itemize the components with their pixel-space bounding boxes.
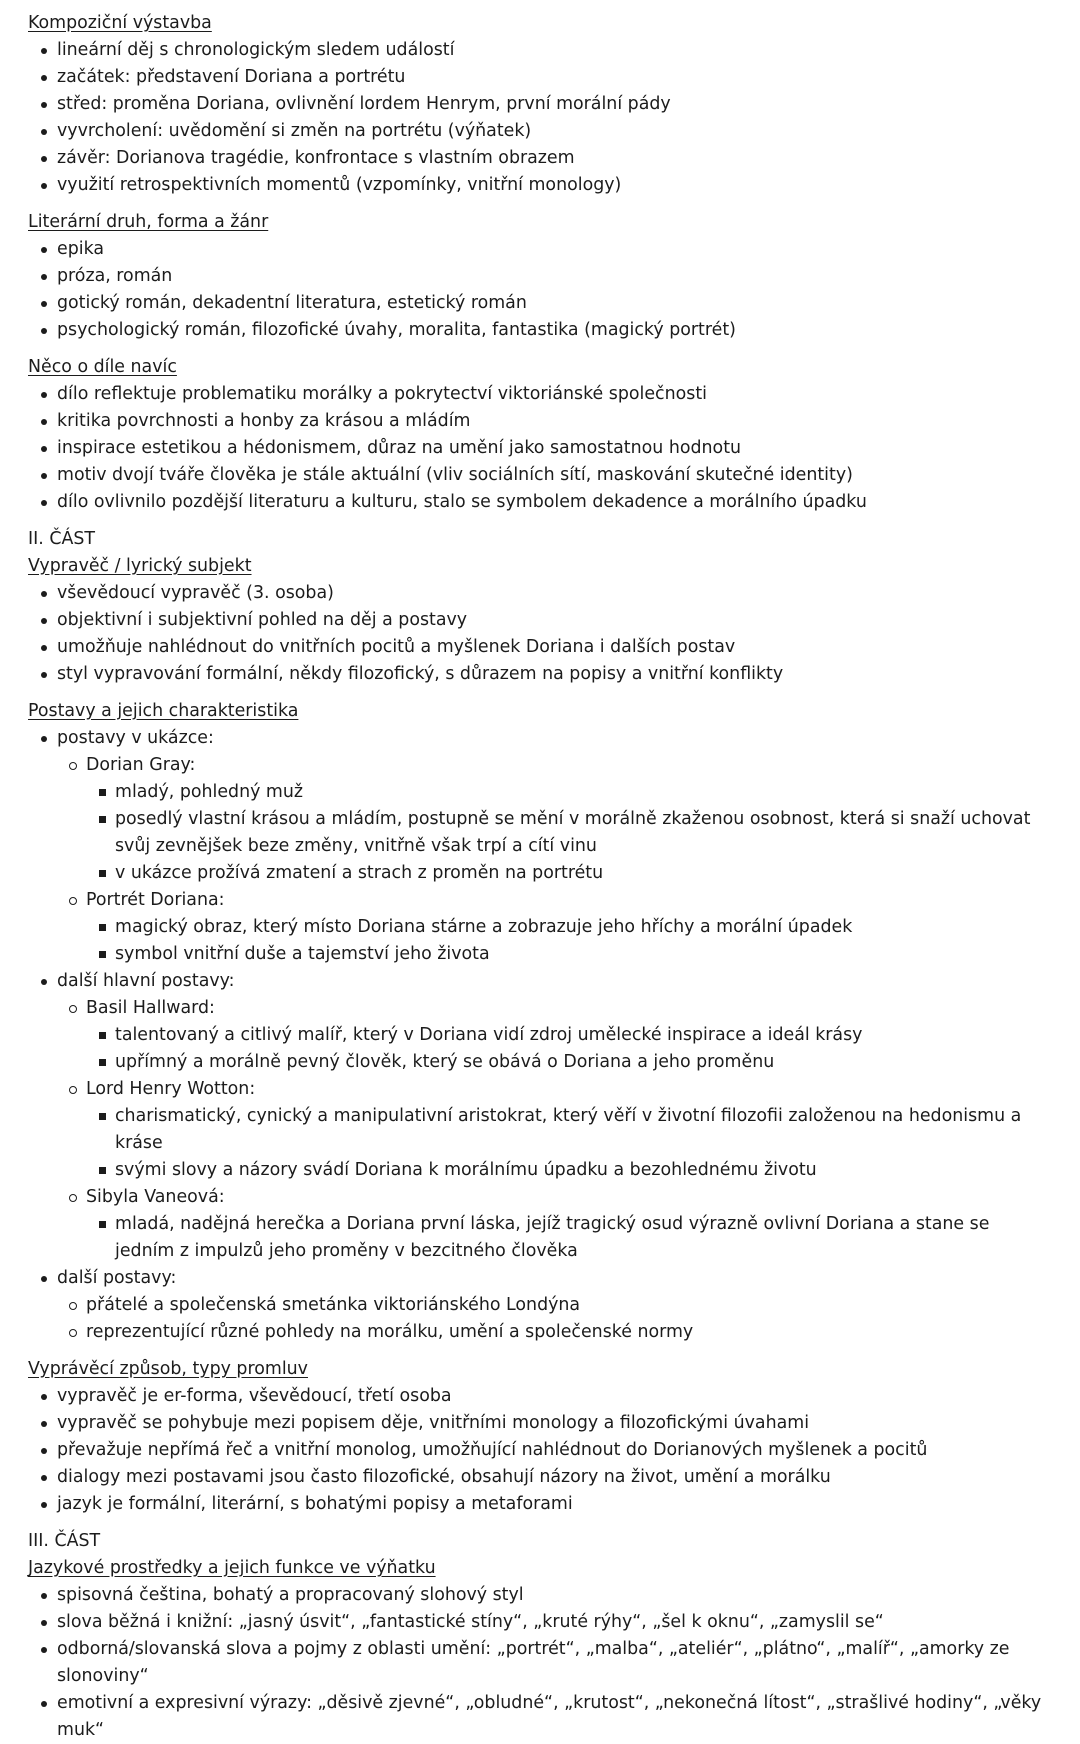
section-navic (28, 354, 1050, 516)
list-item: gotický román, dekadentní literatura, estetický román (28, 290, 1050, 317)
list-item: přátelé a společenská smetánka viktoriánského Londýna (57, 1292, 1050, 1319)
section-heading: Postavy a jejich charakteristika (28, 701, 299, 721)
section-jazyk (28, 1555, 1050, 1744)
list-item: emotivní a expresivní výrazy: „děsivě zjevné“, „obludné“, „krutost“, „nekonečná lítost“, „strašlivé hodiny“, „věky muk“ (28, 1690, 1050, 1744)
list-item: dialogy mezi postavami jsou často filozofické, obsahují názory na život, umění a morálku (28, 1464, 1050, 1491)
part-label: II. ČÁST (28, 529, 96, 549)
list-item-label: postavy v ukázce: (57, 728, 214, 748)
section-heading: Vypravěč / lyrický subjekt (28, 556, 252, 576)
section-vypravec (28, 553, 1050, 688)
list-item (57, 1184, 1050, 1265)
list-item: mladá, nadějná herečka a Doriana první láska, jejíž tragický osud výrazně ovlivní Doriana a stane se jedním z impulzů jeho proměny v bezcitného člověka (86, 1211, 1050, 1265)
list-item (28, 1265, 1050, 1346)
list-item: střed: proměna Doriana, ovlivnění lordem Henrym, první morální pády (28, 91, 1050, 118)
section-kompozice (28, 10, 1050, 199)
list-item: využití retrospektivních momentů (vzpomínky, vnitřní monology) (28, 172, 1050, 199)
list-item-label: další postavy: (57, 1268, 177, 1288)
list-item: dílo ovlivnilo pozdější literaturu a kulturu, stalo se symbolem dekadence a morálního úpadku (28, 489, 1050, 516)
section-zpusob (28, 1356, 1050, 1518)
list-item: vševědoucí vypravěč (3. osoba) (28, 580, 1050, 607)
list-item: reprezentující různé pohledy na morálku, umění a společenské normy (57, 1319, 1050, 1346)
list-item: upřímný a morálně pevný člověk, který se obává o Doriana a jeho proměnu (86, 1049, 1050, 1076)
list-item-label: Dorian Gray: (86, 755, 196, 775)
list-item: jazyk je formální, literární, s bohatými popisy a metaforami (28, 1491, 1050, 1518)
list-item: magický obraz, který místo Doriana stárne a zobrazuje jeho hříchy a morální úpadek (86, 914, 1050, 941)
list-item (57, 995, 1050, 1076)
list-item: motiv dvojí tváře člověka je stále aktuální (vliv sociálních sítí, maskování skutečné identity) (28, 462, 1050, 489)
section-heading: Jazykové prostředky a jejich funkce ve výňatku (28, 1558, 436, 1578)
list-item: psychologický román, filozofické úvahy, moralita, fantastika (magický portrét) (28, 317, 1050, 344)
list-item (57, 752, 1050, 887)
list-item: próza, román (28, 263, 1050, 290)
list-item: spisovná čeština, bohatý a propracovaný slohový styl (28, 1582, 1050, 1609)
list-item: kritika povrchnosti a honby za krásou a mládím (28, 408, 1050, 435)
list-item: epika (28, 236, 1050, 263)
list-item-label: Portrét Doriana: (86, 890, 225, 910)
list-item-label: Basil Hallward: (86, 998, 215, 1018)
list-item-label: další hlavní postavy: (57, 971, 235, 991)
list-item (57, 1076, 1050, 1184)
part-label: III. ČÁST (28, 1531, 101, 1551)
list-item: vypravěč je er-forma, vševědoucí, třetí osoba (28, 1383, 1050, 1410)
list-item: objektivní i subjektivní pohled na děj a postavy (28, 607, 1050, 634)
list-item: vypravěč se pohybuje mezi popisem děje, vnitřními monology a filozofickými úvahami (28, 1410, 1050, 1437)
list-item: závěr: Dorianova tragédie, konfrontace s vlastním obrazem (28, 145, 1050, 172)
list-item: posedlý vlastní krásou a mládím, postupně se mění v morálně zkaženou osobnost, která si snaží uchovat svůj zevnějšek beze změny, vnitřně však trpí a cítí vinu (86, 806, 1050, 860)
section-heading: Kompoziční výstavba (28, 13, 212, 33)
list-item: slova běžná i knižní: „jasný úsvit“, „fantastické stíny“, „kruté rýhy“, „šel k oknu“, „zamyslil se“ (28, 1609, 1050, 1636)
list-item-label: Sibyla Vaneová: (86, 1187, 225, 1207)
list-item: převažuje nepřímá řeč a vnitřní monolog, umožňující nahlédnout do Dorianových myšlenek a pocitů (28, 1437, 1050, 1464)
list-item: inspirace estetikou a hédonismem, důraz na umění jako samostatnou hodnotu (28, 435, 1050, 462)
list-item: charismatický, cynický a manipulativní aristokrat, který věří v životní filozofii založenou na hedonismu a kráse (86, 1103, 1050, 1157)
list-item: svými slovy a názory svádí Doriana k morálnímu úpadku a bezohlednému životu (86, 1157, 1050, 1184)
list-item: vyvrcholení: uvědomění si změn na portrétu (výňatek) (28, 118, 1050, 145)
section-postavy (28, 698, 1050, 1346)
list-item: dílo reflektuje problematiku morálky a pokrytectví viktoriánské společnosti (28, 381, 1050, 408)
list-item: lineární děj s chronologickým sledem událostí (28, 37, 1050, 64)
list-item: mladý, pohledný muž (86, 779, 1050, 806)
list-item: v ukázce prožívá zmatení a strach z proměn na portrétu (86, 860, 1050, 887)
list-item: styl vypravování formální, někdy filozofický, s důrazem na popisy a vnitřní konflikty (28, 661, 1050, 688)
list-item: symbol vnitřní duše a tajemství jeho života (86, 941, 1050, 968)
list-item: umožňuje nahlédnout do vnitřních pocitů a myšlenek Doriana i dalších postav (28, 634, 1050, 661)
section-heading: Vyprávěcí způsob, typy promluv (28, 1359, 308, 1379)
list-item: odborná/slovanská slova a pojmy z oblasti umění: „portrét“, „malba“, „ateliér“, „plátno“, „malíř“, „amorky ze slonoviny“ (28, 1636, 1050, 1690)
section-heading: Literární druh, forma a žánr (28, 212, 269, 232)
list-item: začátek: představení Doriana a portrétu (28, 64, 1050, 91)
list-item: talentovaný a citlivý malíř, který v Doriana vidí zdroj umělecké inspirace a ideál krásy (86, 1022, 1050, 1049)
list-item (57, 887, 1050, 968)
section-heading: Něco o díle navíc (28, 357, 177, 377)
list-item (28, 725, 1050, 968)
list-item (28, 968, 1050, 1265)
section-druh (28, 209, 1050, 344)
list-item-label: Lord Henry Wotton: (86, 1079, 256, 1099)
